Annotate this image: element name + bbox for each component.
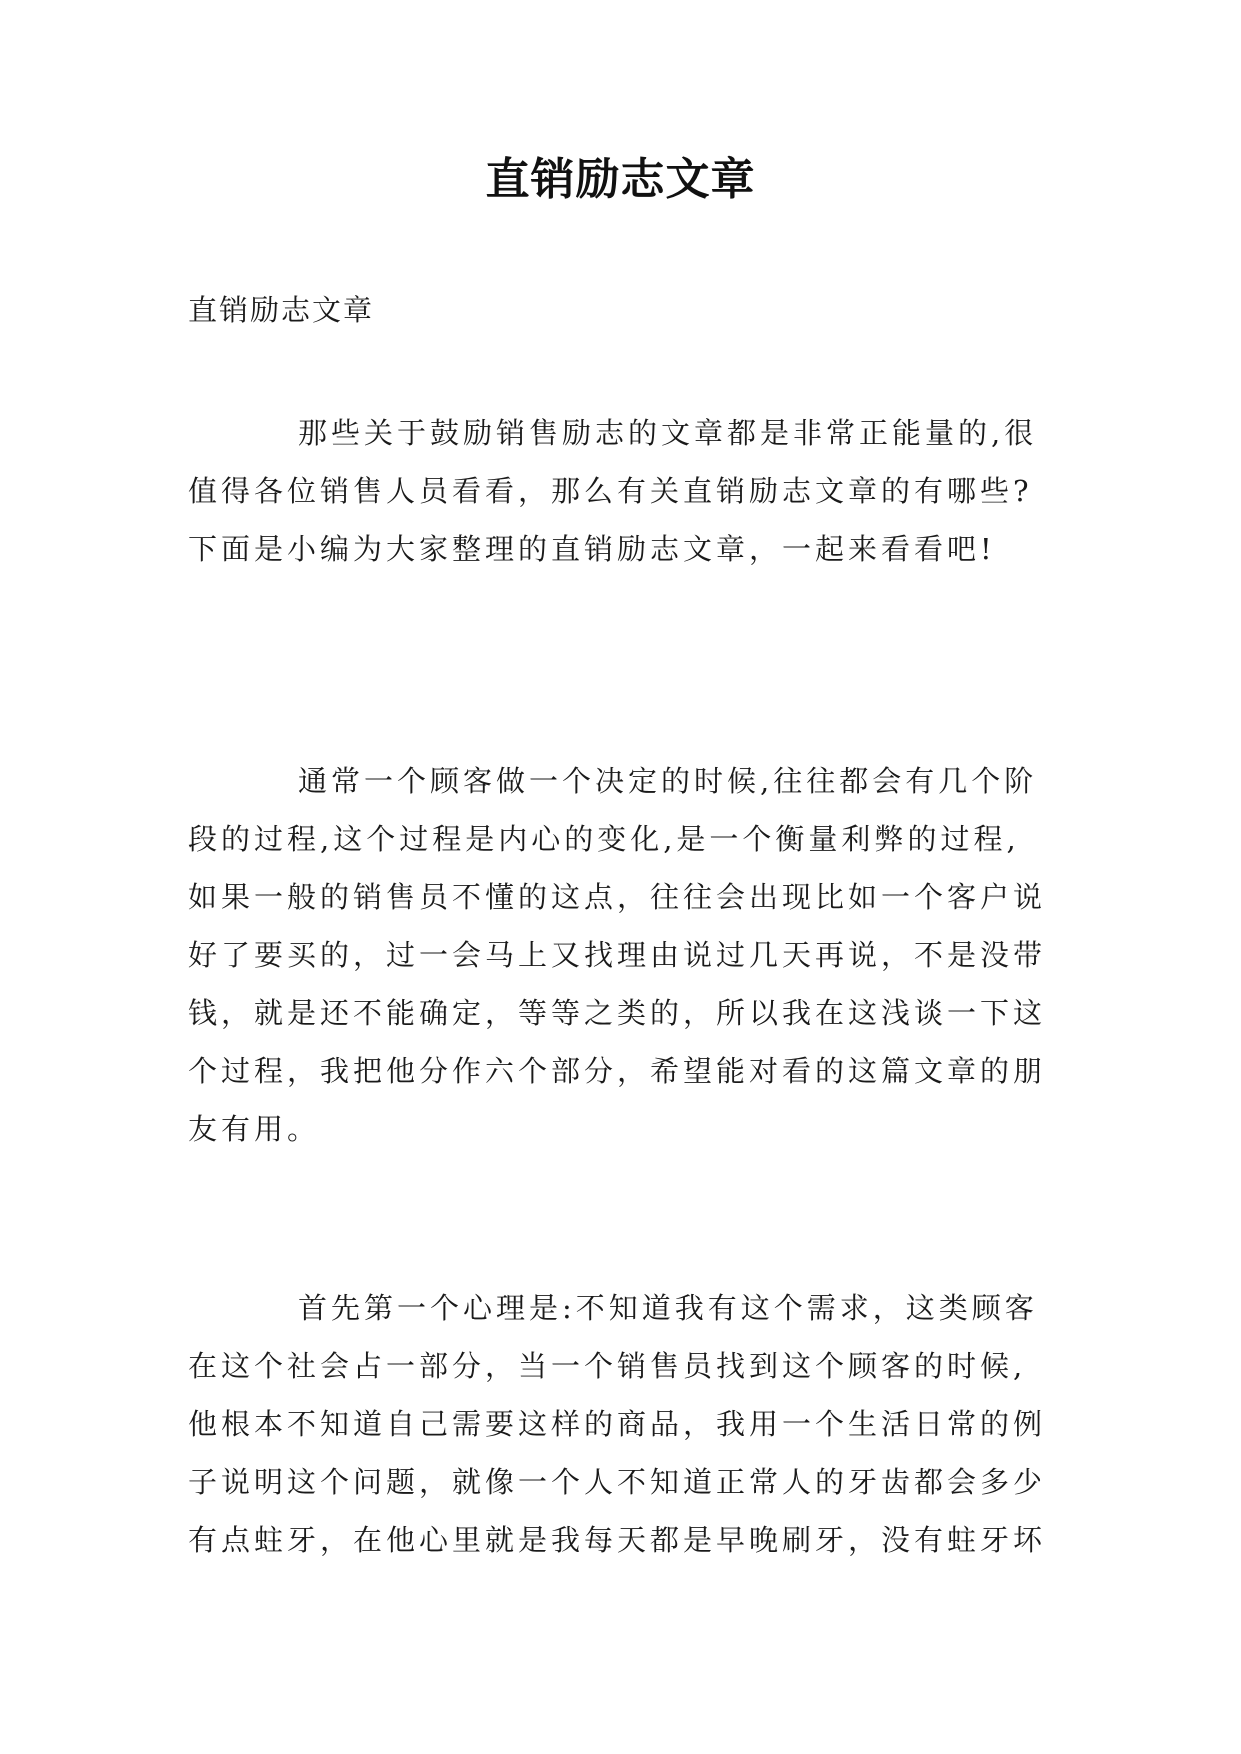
paragraph-line: 那些关于鼓励销售励志的文章都是非常正能量的,很 <box>298 416 1038 450</box>
paragraph-line: 下面是小编为大家整理的直销励志文章，一起来看看吧! <box>188 532 996 566</box>
paragraph-line: 他根本不知道自己需要这样的商品，我用一个生活日常的例 <box>188 1407 1047 1441</box>
paragraph-line: 子说明这个问题，就像一个人不知道正常人的牙齿都会多少 <box>188 1465 1047 1499</box>
paragraph-line: 通常一个顾客做一个决定的时候,往往都会有几个阶 <box>298 764 1038 798</box>
paragraph-line: 首先第一个心理是:不知道我有这个需求，这类顾客 <box>298 1291 1038 1325</box>
paragraph-line: 如果一般的销售员不懂的这点，往往会出现比如一个客户说 <box>188 880 1047 914</box>
paragraph-line: 好了要买的，过一会马上又找理由说过几天再说，不是没带 <box>188 938 1047 972</box>
paragraph-line: 友有用。 <box>188 1112 321 1146</box>
paragraph-line: 在这个社会占一部分，当一个销售员找到这个顾客的时候, <box>188 1349 1027 1383</box>
document-subtitle: 直销励志文章 <box>188 293 375 327</box>
paragraph-line: 值得各位销售人员看看，那么有关直销励志文章的有哪些? <box>188 474 1033 508</box>
document-title: 直销励志文章 <box>485 154 756 205</box>
paragraph-line: 段的过程,这个过程是内心的变化,是一个衡量利弊的过程, <box>188 822 1020 856</box>
paragraph-intro <box>188 404 1068 578</box>
paragraph-first-psychology <box>188 1279 1068 1569</box>
paragraph-line: 有点蛀牙，在他心里就是我每天都是早晚刷牙，没有蛀牙坏 <box>188 1523 1047 1557</box>
paragraph-line: 钱，就是还不能确定，等等之类的，所以我在这浅谈一下这 <box>188 996 1047 1030</box>
paragraph-line: 个过程，我把他分作六个部分，希望能对看的这篇文章的朋 <box>188 1054 1047 1088</box>
paragraph-decision-process <box>188 752 1068 1158</box>
